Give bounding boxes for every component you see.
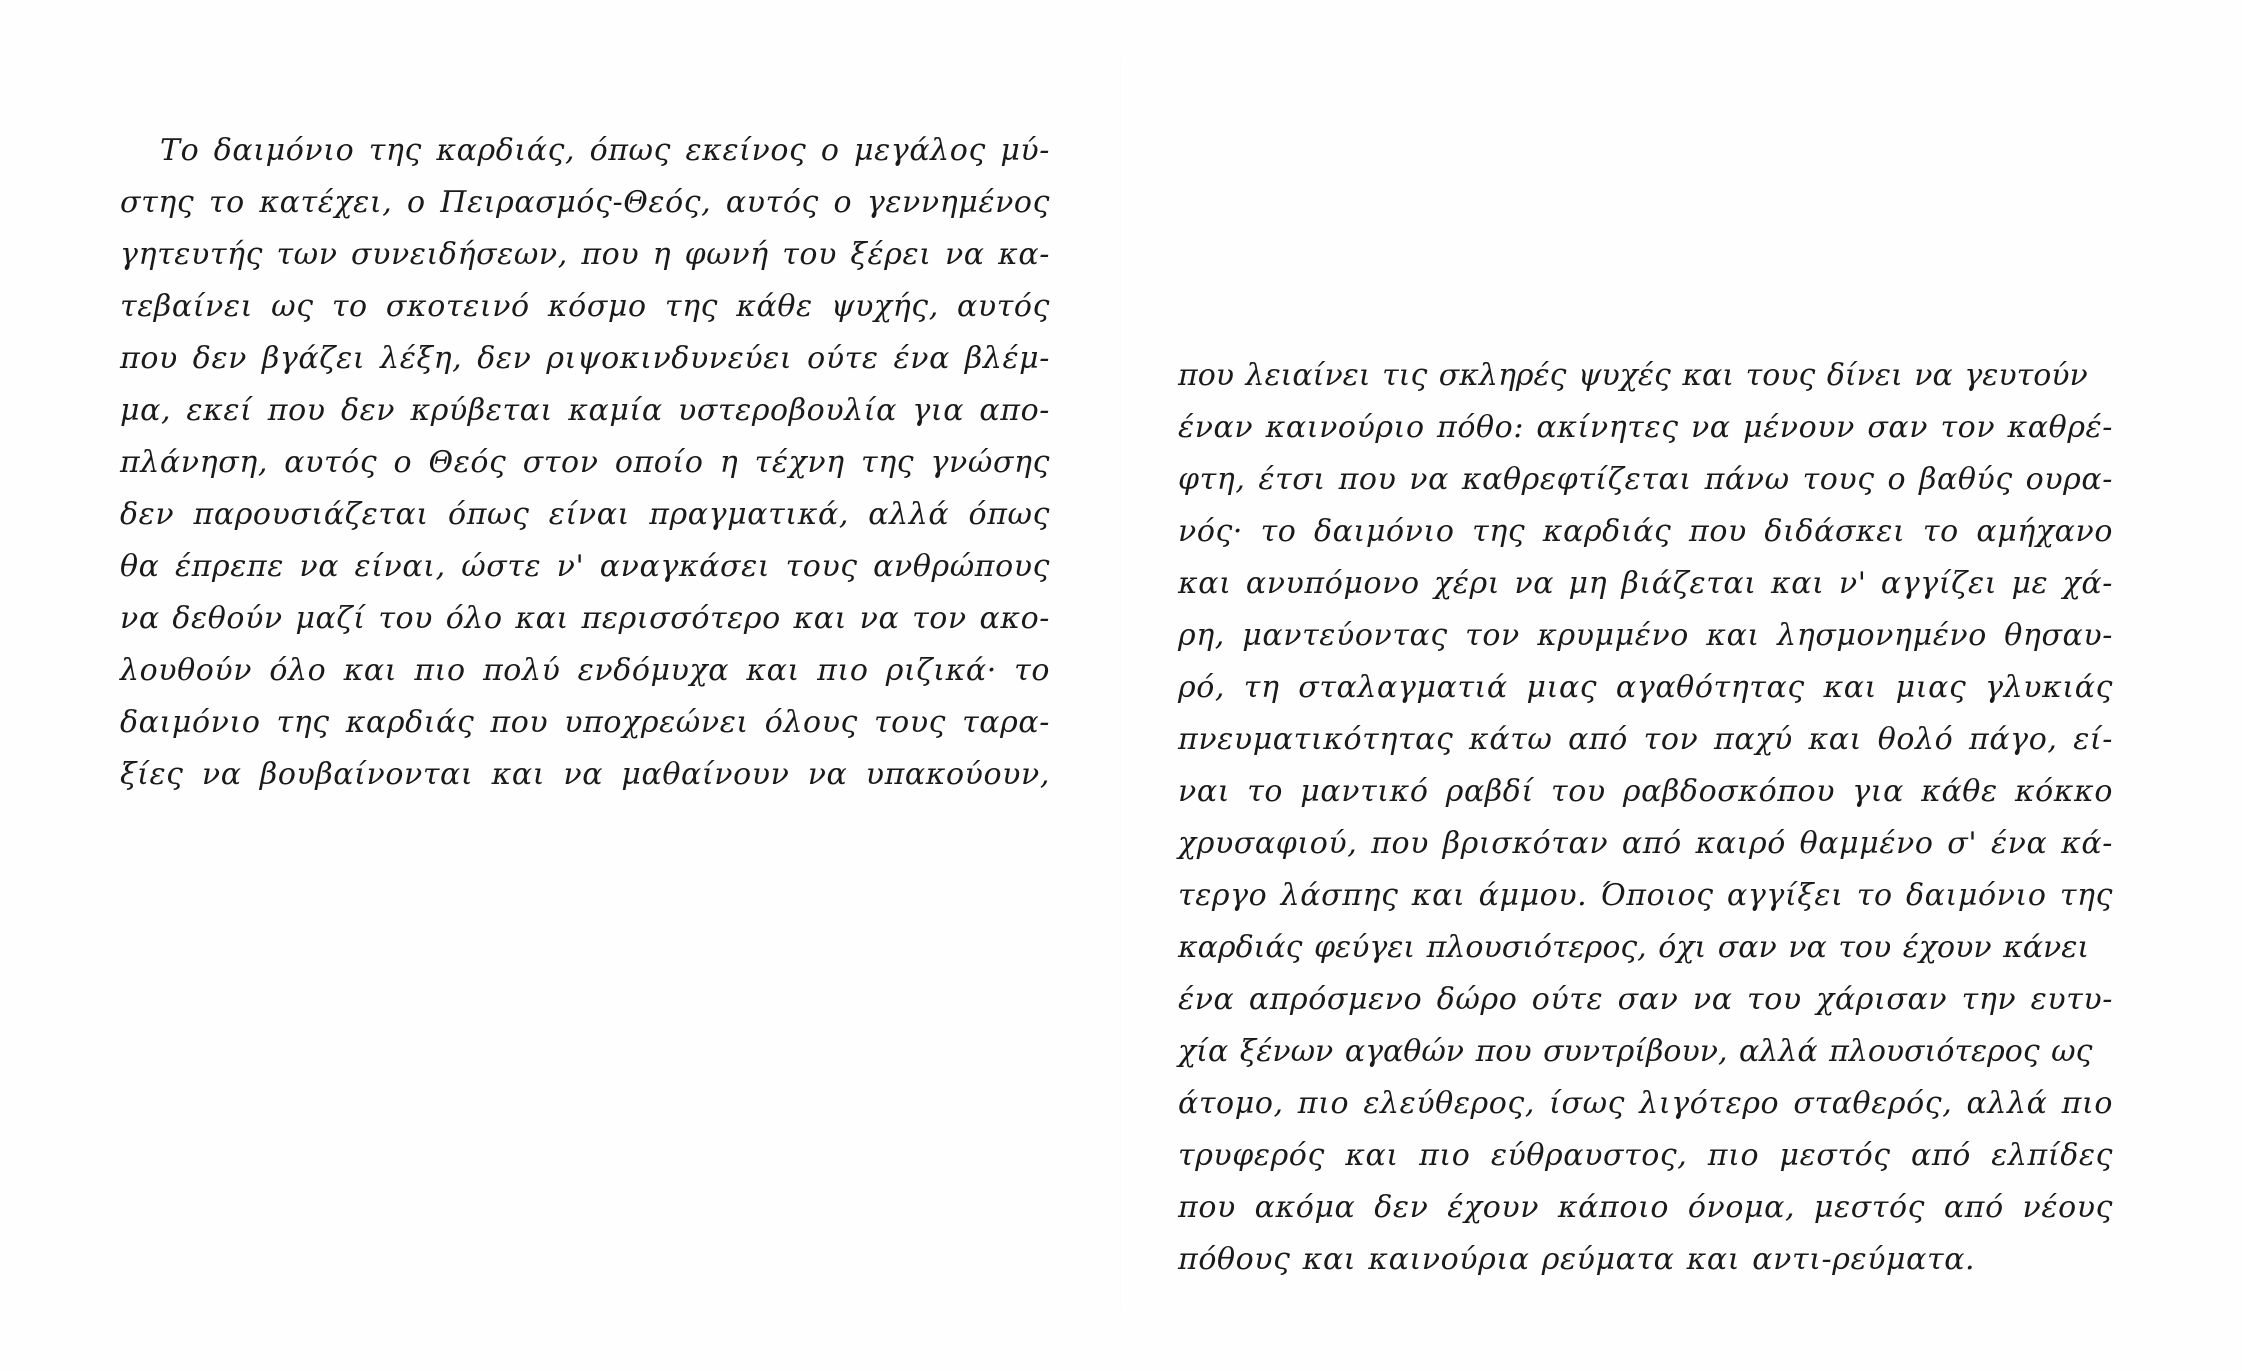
text-line: και ανυπόμονο χέρι να μη βιάζεται και ν' αγγίζει με χά-	[1178, 566, 2113, 601]
text-line: πλάνηση, αυτός ο Θεός στον οποίο η τέχνη της γνώσης	[120, 445, 1050, 480]
text-line: που ακόμα δεν έχουν κάποιο όνομα, μεστός από νέους	[1178, 1190, 2113, 1225]
text-line: καρδιάς φεύγει πλουσιότερος, όχι σαν να του έχουν κάνει	[1178, 930, 2090, 965]
left-page-text	[120, 125, 1050, 801]
text-line: τεργο λάσπης και άμμου. Όποιος αγγίξει το δαιμόνιο της	[1178, 878, 2113, 913]
text-line: άτομο, πιο ελεύθερος, ίσως λιγότερο σταθερός, αλλά πιο	[1178, 1086, 2113, 1121]
page-gutter	[1120, 60, 1121, 1310]
text-line: ναι το μαντικό ραβδί του ραβδοσκόπου για κάθε κόκκο	[1178, 774, 2113, 809]
text-line: στης το κατέχει, ο Πειρασμός-Θεός, αυτός ο γεννημένος	[120, 185, 1050, 220]
text-line: πόθους και καινούρια ρεύματα και αντι-ρεύματα.	[1178, 1242, 1976, 1277]
text-line: τεβαίνει ως το σκοτεινό κόσμο της κάθε ψυχής, αυτός	[120, 289, 1050, 324]
text-line: που λειαίνει τις σκληρές ψυχές και τους δίνει να γευτούν	[1178, 358, 2088, 393]
text-line: χία ξένων αγαθών που συντρίβουν, αλλά πλουσιότερος ως	[1178, 1034, 2093, 1069]
text-line: ρη, μαντεύοντας τον κρυμμένο και λησμονημένο θησαυ-	[1178, 618, 2113, 653]
text-line: θα έπρεπε να είναι, ώστε ν' αναγκάσει τους ανθρώπους	[120, 549, 1050, 584]
text-line: χρυσαφιού, που βρισκόταν από καιρό θαμμένο σ' ένα κά-	[1178, 826, 2113, 861]
text-line: ρό, τη σταλαγματιά μιας αγαθότητας και μιας γλυκιάς	[1178, 670, 2113, 705]
text-line: δαιμόνιο της καρδιάς που υποχρεώνει όλους τους ταρα-	[120, 705, 1050, 740]
text-line: λουθούν όλο και πιο πολύ ενδόμυχα και πιο ριζικά· το	[120, 653, 1050, 688]
text-line: νός· το δαιμόνιο της καρδιάς που διδάσκει το αμήχανο	[1178, 514, 2113, 549]
text-line: να δεθούν μαζί του όλο και περισσότερο και να τον ακο-	[120, 601, 1050, 636]
right-page-text	[1178, 350, 2113, 1286]
text-line: τρυφερός και πιο εύθραυστος, πιο μεστός από ελπίδες	[1178, 1138, 2113, 1173]
text-line: ξίες να βουβαίνονται και να μαθαίνουν να υπακούουν,	[120, 757, 1050, 792]
text-line: ένα απρόσμενο δώρο ούτε σαν να του χάρισαν την ευτυ-	[1178, 982, 2113, 1017]
text-line: μα, εκεί που δεν κρύβεται καμία υστεροβουλία για απο-	[120, 393, 1050, 428]
text-line: έναν καινούριο πόθο: ακίνητες να μένουν σαν τον καθρέ-	[1178, 410, 2113, 445]
text-line: πνευματικότητας κάτω από τον παχύ και θολό πάγο, εί-	[1178, 722, 2113, 757]
text-line: γητευτής των συνειδήσεων, που η φωνή του ξέρει να κα-	[120, 237, 1050, 272]
text-line: φτη, έτσι που να καθρεφτίζεται πάνω τους ο βαθύς ουρα-	[1178, 462, 2113, 497]
text-line: Το δαιμόνιο της καρδιάς, όπως εκείνος ο μεγάλος μύ-	[160, 133, 1050, 168]
text-line: που δεν βγάζει λέξη, δεν ριψοκινδυνεύει ούτε ένα βλέμ-	[120, 341, 1050, 376]
text-line: δεν παρουσιάζεται όπως είναι πραγματικά, αλλά όπως	[120, 497, 1050, 532]
